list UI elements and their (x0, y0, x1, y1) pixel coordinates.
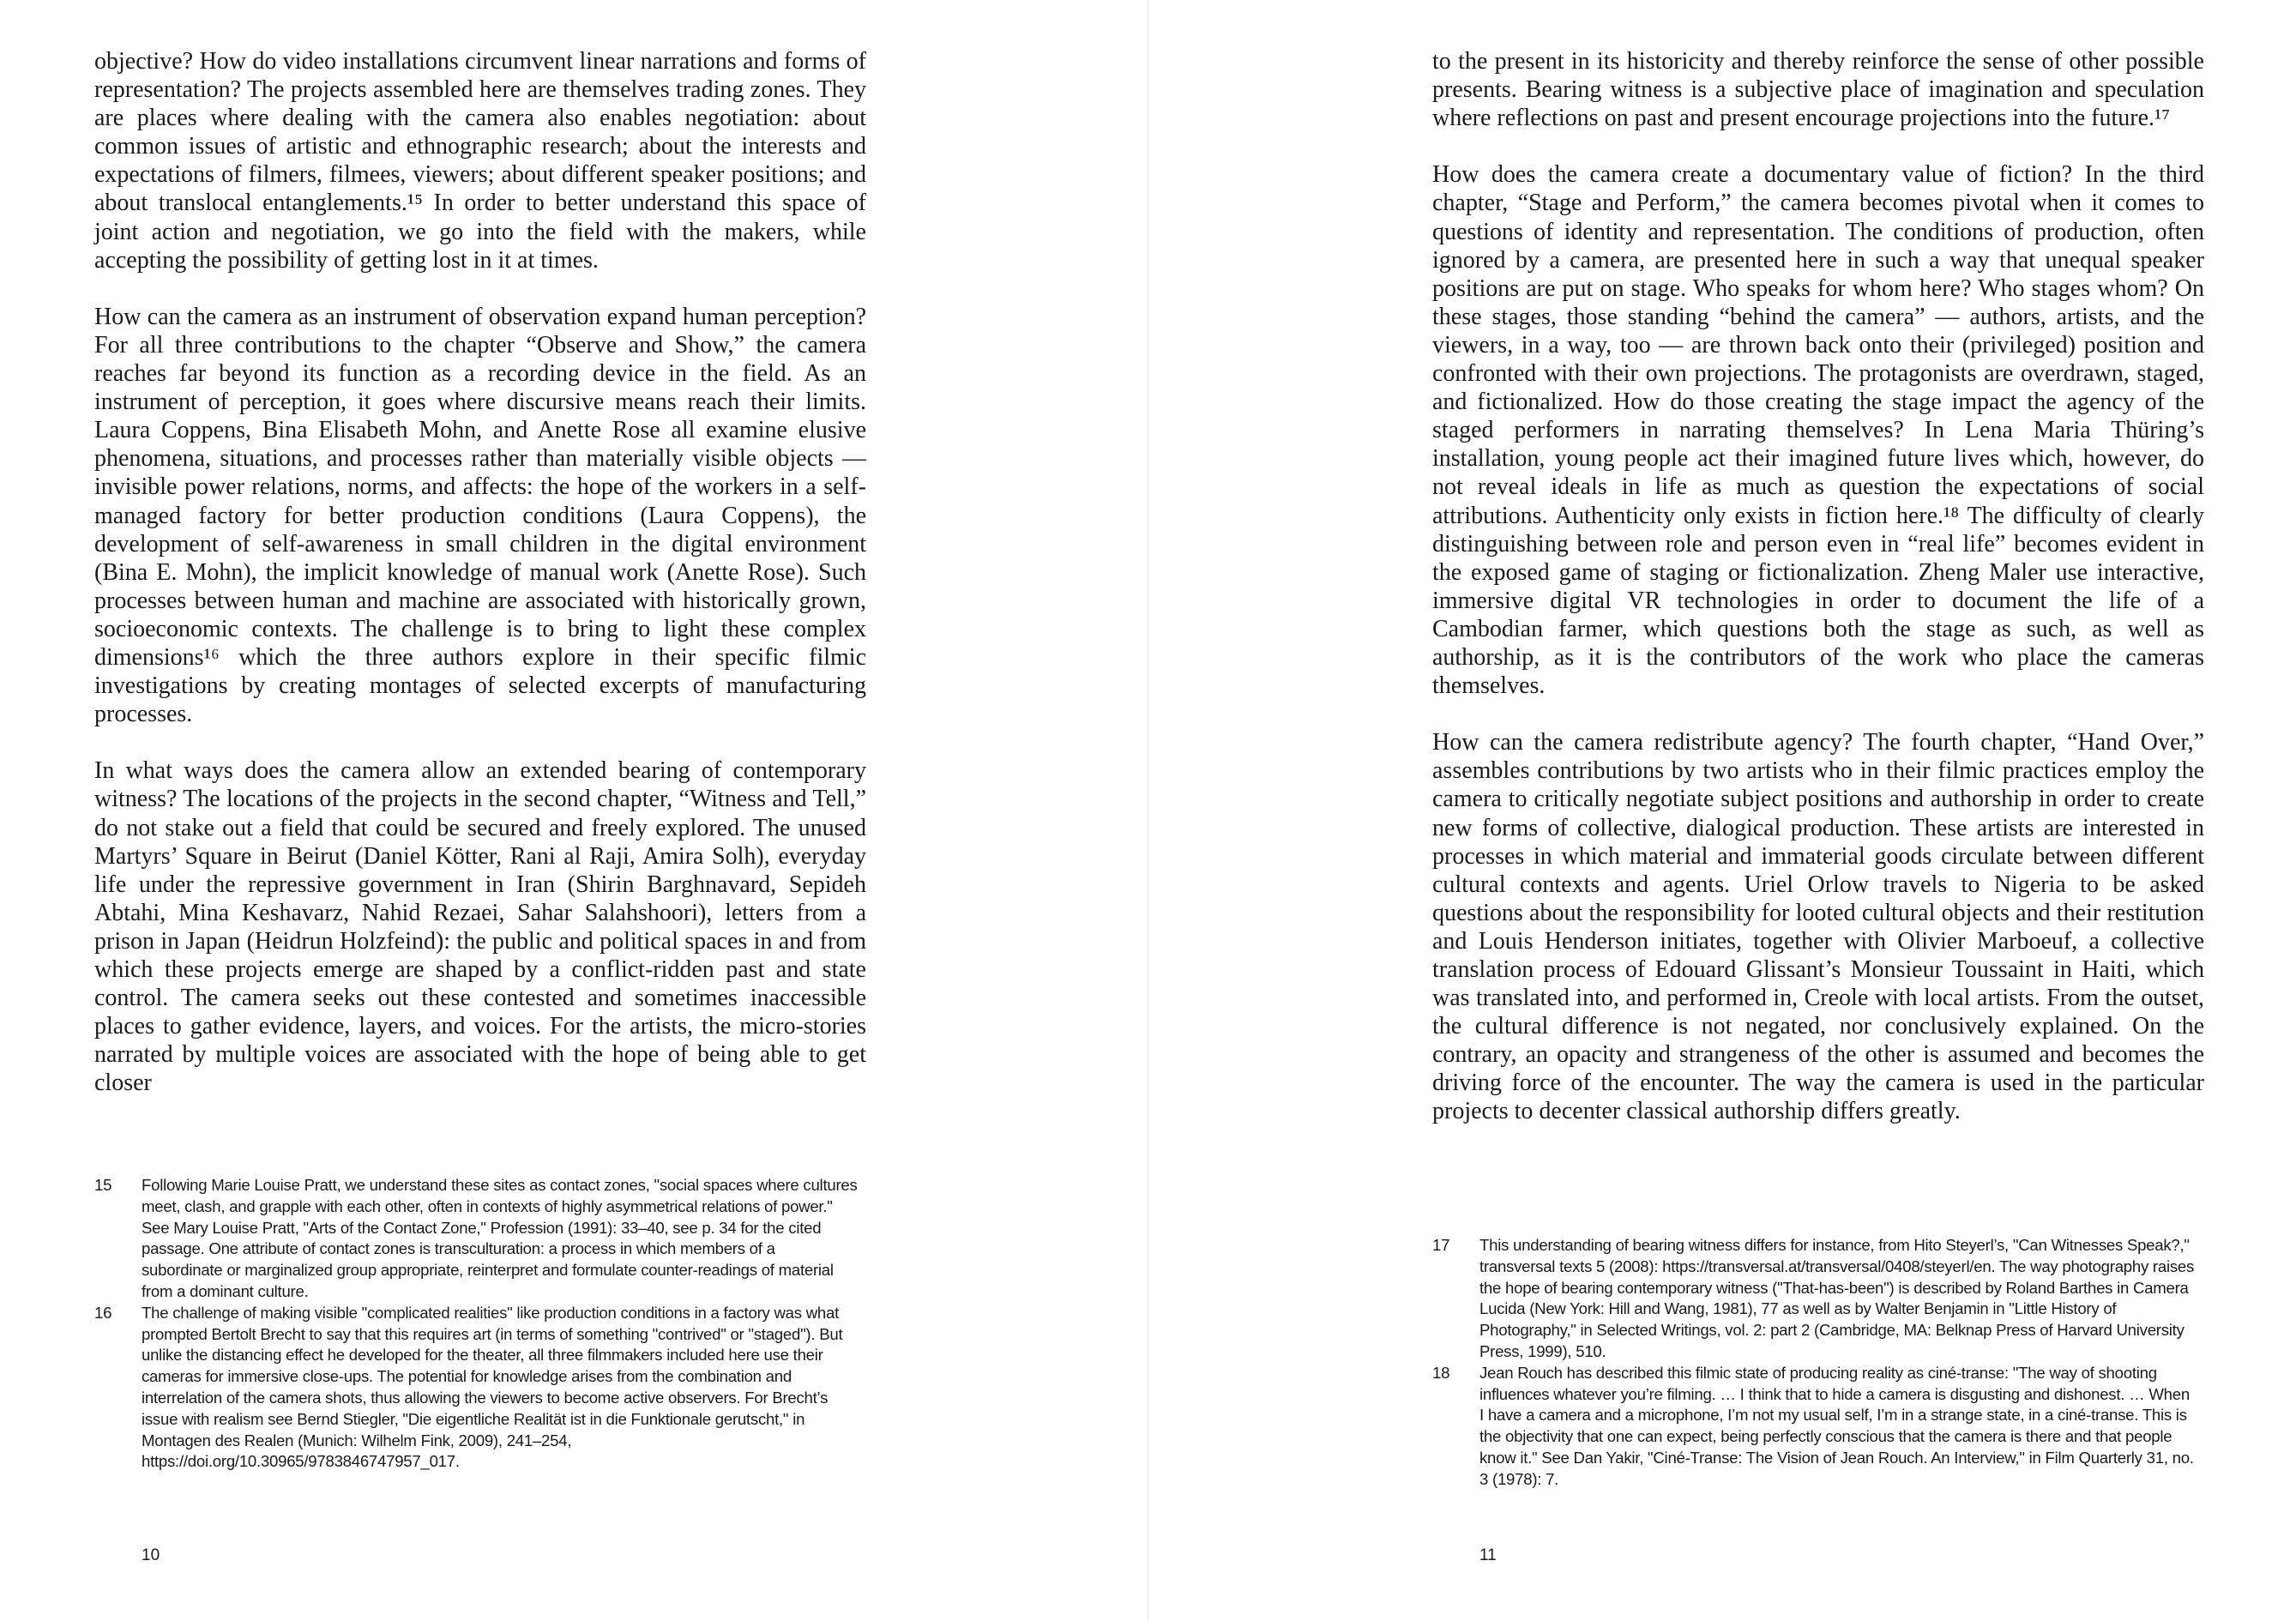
right-paragraph: How can the camera redistribute agency? The fourth chapter, “Hand Over,” assembles contributions by two artists who in their filmic practices employ the camera to critically negotiate subject positions and authorship in order to create new forms of collective, dialogical production. These artists are interested in processes in which material and immaterial goods circulate between different cultural contexts and agents. Uriel Orlow travels to Nigeria to be asked questions about the responsibility for looted cultural objects and their restitution and Louis Henderson initiates, together with Olivier Marboeuf, a collective translation process of Edouard Glissant’s Monsieur Toussaint in Haiti, which was translated into, and performed in, Creole with local artists. From the outset, the cultural difference is not negated, nor conclusively explained. On the contrary, an opacity and strangeness of the other is assumed and becomes the driving force of the encounter. The way the camera is used in the particular projects to decenter classical authorship differs greatly. (1432, 729, 2204, 1125)
footnote-text: This understanding of bearing witness differs for instance, from Hito Steyerl’s, "Can Witnesses Speak?," transversal texts 5 (2008): https://transversal.at/transversal/0408/steyerl/en. The way photography raises the hope of bearing contemporary witness ("That-has-been") is described by Roland Barthes in Camera Lucida (New York: Hill and Wang, 1981), 77 as well as by Walter Benjamin in "Little History of Photography," in Selected Writings, vol. 2: part 2 (Cambridge, MA: Belknap Press of Harvard University Press, 1999), 510. (1479, 1236, 2195, 1360)
footnote-18 (1432, 1363, 2196, 1491)
footnote-17 (1432, 1235, 2196, 1363)
footnote-16 (94, 1303, 858, 1473)
footnote-number: 15 (94, 1176, 112, 1194)
left-body-text (94, 47, 866, 1126)
footnote-15 (94, 1175, 858, 1303)
right-paragraph: to the present in its historicity and thereby reinforce the sense of other possible presents. Bearing witness is a subjective place of imagination and speculation where reflections on past and present encourage projections into the future.¹⁷ (1432, 48, 2204, 132)
footnote-number: 18 (1432, 1363, 1450, 1382)
left-paragraph: In what ways does the camera allow an extended bearing of contemporary witness? The locations of the projects in the second chapter, “Witness and Tell,” do not stake out a field that could be secured and freely explored. The unused Martyrs’ Square in Beirut (Daniel Kötter, Rani al Raji, Amira Solh), everyday life under the repressive government in Iran (Shirin Barghnavard, Sepideh Abtahi, Mina Keshavarz, Nahid Rezaei, Sahar Salahshoori), letters from a prison in Japan (Heidrun Holzfeind): the public and political spaces in and from which these projects emerge are shaped by a conflict-ridden past and state control. The camera seeks out these contested and sometimes inaccessible places to gather evidence, layers, and voices. For the artists, the micro-stories narrated by multiple voices are associated with the hope of being able to get closer (94, 757, 866, 1097)
page-number-left: 10 (142, 1546, 160, 1564)
right-paragraph: How does the camera create a documentary value of fiction? In the third chapter, “Stage and Perform,” the camera becomes pivotal when it comes to questions of identity and representation. The conditions of production, often ignored by a camera, are presented here in such a way that unequal speaker positions are put on stage. Who speaks for whom here? Who stages whom? On these stages, those standing “behind the camera” — authors, artists, and the viewers, in a way, too — are thrown back onto their (privileged) position and confronted with their own projections. The protagonists are overdrawn, staged, and fictionalized. How do those creating the stage impact the agency of the staged performers in narrating themselves? In Lena Maria Thüring’s installation, young people act their imagined future lives which, however, do not reveal ideals in life as much as question the expectations of social attributions. Authenticity only exists in fiction here.¹⁸ The difficulty of clearly distinguishing between role and person even in “real life” becomes evident in the exposed game of staging or fictionalization. Zheng Maler use interactive, immersive digital VR technologies in order to document the life of a Cambodian farmer, which questions both the stage as such, as well as authorship, as it is the contributors of the work who place the cameras themselves. (1432, 161, 2204, 700)
footnote-number: 16 (94, 1303, 112, 1322)
left-paragraph: How can the camera as an instrument of observation expand human perception? For all three contributions to the chapter “Observe and Show,” the camera reaches far beyond its function as a recording device in the field. As an instrument of perception, it goes where discursive means reach their limits. Laura Coppens, Bina Elisabeth Mohn, and Anette Rose all examine elusive phenomena, situations, and processes rather than materially visible objects — invisible power relations, norms, and affects: the hope of the workers in a self-managed factory for better production conditions (Laura Coppens), the development of self-awareness in small children in the digital environment (Bina E. Mohn), the implicit knowledge of manual work (Anette Rose). Such processes between human and machine are associated with historically grown, socioeconomic contexts. The challenge is to bring to light these complex dimensions¹⁶ which the three authors explore in their specific filmic investigations by creating montages of selected excerpts of manufacturing processes. (94, 303, 866, 728)
footnote-text: Following Marie Louise Pratt, we understand these sites as contact zones, "social spaces where cultures meet, clash, and grapple with each other, often in contexts of highly asymmetrical relations of power." See Mary Louise Pratt, "Arts of the Contact Zone," Profession (1991): 33–40, see p. 34 for the cited passage. One attribute of contact zones is transculturation: a process in which members of a subordinate or marginalized group appropriate, reinterpret and formulate counter-readings of material from a dominant culture. (142, 1176, 858, 1300)
right-footnotes (1432, 1235, 2196, 1491)
right-body-text (1432, 47, 2204, 1154)
footnote-number: 17 (1432, 1236, 1450, 1254)
left-paragraph: objective? How do video installations circumvent linear narrations and forms of representation? The projects assembled here are themselves trading zones. They are places where dealing with the camera also enables negotiation: about common issues of artistic and ethnographic research; about the interests and expectations of filmers, filmees, viewers; about different speaker positions; and about translocal entanglements.¹⁵ In order to better understand this space of joint action and negotiation, we go into the field with the makers, while accepting the possibility of getting lost in it at times. (94, 48, 866, 274)
footnote-text: The challenge of making visible "complicated realities" like production conditions in a factory was what prompted Bertolt Brecht to say that this requires art (in terms of something "contrived" or "staged"). But unlike the distancing effect he developed for the theater, all three filmmakers included here use their cameras for immersive close-ups. The potential for knowledge arises from the combination and interrelation of the camera shots, thus allowing the viewers to become active observers. For Brecht’s issue with realism see Bernd Stiegler, "Die eigentliche Realität ist in die Funktionale gerutscht," in Montagen des Realen (Munich: Wilhelm Fink, 2009), 241–254, https://doi.org/10.30965/9783846747957_017. (142, 1303, 843, 1471)
left-footnotes (94, 1175, 858, 1473)
footnote-text: Jean Rouch has described this filmic state of producing reality as ciné-transe: "The way of shooting influences whatever you’re filming. … I think that to hide a camera is disgusting and dishonest. … When I have a camera and a microphone, I’m not my usual self, I’m in a strange state, in a ciné-transe. This is the objectivity that one can expect, being perfectly conscious that the camera is there and that people know it." See Dan Yakir, "Ciné-Transe: The Vision of Jean Rouch. An Interview," in Film Quarterly 31, no. 3 (1978): 7. (1479, 1363, 2194, 1488)
page-number-right: 11 (1479, 1546, 1497, 1564)
